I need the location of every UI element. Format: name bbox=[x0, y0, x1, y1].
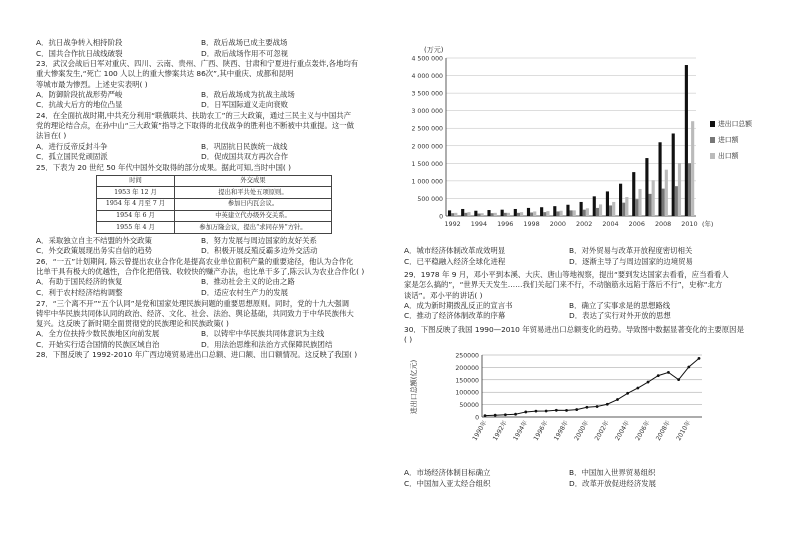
bar-出口额 bbox=[507, 213, 510, 216]
q26-option-d[interactable]: D．适应农村生产力的发展 bbox=[201, 288, 288, 297]
q30-text-line: ( ) bbox=[404, 335, 413, 345]
q24-text-line: 党的理论结合点，在孙中山“三大政策”指导之下取得的北伐战争的胜利也不断被中共重提。这一做 bbox=[36, 121, 355, 131]
bar-出口额 bbox=[691, 121, 694, 216]
q29-option-row bbox=[404, 301, 776, 312]
q29-option-a[interactable]: A．成为新时期拨乱反正的宣言书 bbox=[404, 300, 513, 310]
bar-出口额 bbox=[652, 180, 655, 216]
x-tick-label: 2010 bbox=[681, 220, 698, 228]
q25-option-c[interactable]: C．外交政策展现出务实自信的趋势 bbox=[36, 246, 153, 256]
q28-option-row bbox=[404, 246, 776, 257]
bar-进口额 bbox=[596, 208, 599, 216]
table-cell: 提出和平共处五项原则。 bbox=[175, 187, 332, 199]
y-axis-unit: (万元) bbox=[424, 46, 444, 54]
q30-option-b[interactable]: B．中国加入世界贸易组织 bbox=[569, 468, 656, 478]
bar-进口额 bbox=[609, 205, 612, 216]
q24-option-d[interactable]: D．促成国共双方再次合作 bbox=[201, 152, 288, 162]
bar-进出口总额 bbox=[487, 210, 490, 216]
x-tick-group bbox=[552, 419, 570, 442]
bar-出口额 bbox=[481, 213, 484, 216]
data-point bbox=[636, 387, 639, 390]
y-tick-label: 4 000 000 bbox=[411, 73, 443, 81]
bar-进口额 bbox=[662, 189, 665, 216]
q30-text-line: 30．下图反映了我国 1990—2010 年贸易进出口总额变化的趋势。导致图中数据显著变化的主要原因是 bbox=[404, 324, 744, 334]
data-point bbox=[524, 411, 527, 414]
q30-option-a[interactable]: A．市场经济体制目标确立 bbox=[404, 468, 491, 478]
x-tick-label: 2002 bbox=[576, 220, 593, 228]
bar-出口额 bbox=[454, 213, 457, 216]
x-tick-label: 1998年 bbox=[552, 419, 570, 443]
data-point bbox=[504, 414, 507, 417]
x-tick-label: 1992年 bbox=[491, 419, 509, 443]
y-tick-label: 3 000 000 bbox=[411, 108, 443, 116]
q25-option-b[interactable]: B．努力发展与周边国家的友好关系 bbox=[201, 235, 317, 245]
bar-进口额 bbox=[530, 212, 533, 216]
bar-进口额 bbox=[504, 213, 507, 216]
q28-option-d[interactable]: D．逐渐主导了与周边国家的边境贸易 bbox=[569, 256, 693, 266]
question-28 bbox=[36, 350, 398, 360]
data-point bbox=[535, 410, 538, 413]
x-tick-group bbox=[593, 419, 611, 442]
q25-option-a[interactable]: A．采取独立自主不结盟的外交政策 bbox=[36, 235, 152, 245]
q24-option-b[interactable]: B．巩固抗日民族统一战线 bbox=[201, 141, 288, 151]
bar-出口额 bbox=[533, 211, 536, 216]
table-row bbox=[97, 187, 332, 199]
y-tick-label: 50000 bbox=[459, 402, 479, 410]
x-tick-group bbox=[634, 419, 652, 442]
bar-进出口总额 bbox=[645, 158, 648, 216]
x-tick-group bbox=[674, 419, 692, 442]
q24-option-c[interactable]: C．孤立国民党顽固派 bbox=[36, 152, 108, 162]
y-tick-label: 500 000 bbox=[417, 195, 443, 203]
x-tick-label: 1996年 bbox=[532, 419, 550, 443]
data-point bbox=[545, 410, 548, 413]
question-27 bbox=[36, 299, 398, 351]
bar-进出口总额 bbox=[580, 202, 583, 216]
q22-option-b[interactable]: B．敌后战场已成主要战场 bbox=[201, 38, 288, 47]
bar-进口额 bbox=[688, 163, 691, 216]
bar-出口额 bbox=[586, 208, 589, 216]
x-tick-label: 2004年 bbox=[614, 419, 632, 443]
y-tick-label: 0 bbox=[439, 213, 443, 221]
bar-进出口总额 bbox=[593, 196, 596, 216]
q29-option-row bbox=[404, 311, 776, 322]
y-tick-label: 0 bbox=[475, 414, 479, 422]
left-column bbox=[36, 38, 398, 361]
bar-进出口总额 bbox=[606, 191, 609, 216]
bar-进出口总额 bbox=[685, 65, 688, 216]
q27-option-b[interactable]: B．以铸牢中华民族共同体意识为主线 bbox=[201, 329, 325, 339]
q29-text-line: 谈话”。邓小平的讲话( ) bbox=[404, 290, 483, 300]
x-tick-group bbox=[654, 419, 672, 442]
question-25 bbox=[36, 163, 398, 257]
q24-text-line: 法旨在( ) bbox=[36, 131, 67, 141]
question-23 bbox=[36, 59, 398, 111]
q22-option-row bbox=[36, 38, 398, 49]
data-point bbox=[484, 415, 487, 418]
bar-进出口总额 bbox=[659, 142, 662, 216]
q23-option-c[interactable]: C．抗战大后方的地位凸显 bbox=[36, 100, 123, 110]
bar-进口额 bbox=[635, 199, 638, 216]
bar-出口额 bbox=[612, 202, 615, 216]
q22-option-row bbox=[36, 49, 398, 60]
q27-option-row bbox=[36, 329, 398, 340]
data-point bbox=[647, 381, 650, 384]
x-tick-group bbox=[511, 419, 529, 442]
q26-option-row bbox=[36, 277, 398, 288]
y-tick-label: 200000 bbox=[455, 365, 479, 373]
y-tick-label: 150000 bbox=[455, 377, 479, 385]
table-header-cell: 外交成果 bbox=[175, 175, 332, 187]
q23-text-line: 23．武汉会战后日军对重庆、四川、云南、贵州、广西、陕西、甘肃和宁夏进行重点轰炸,各地均有 bbox=[36, 59, 359, 69]
table-cell: 1954 年 4 月至 7 月 bbox=[97, 199, 175, 211]
q28-option-row bbox=[404, 257, 776, 268]
bar-出口额 bbox=[520, 212, 523, 216]
y-tick-label: 1 500 000 bbox=[411, 160, 443, 168]
data-point bbox=[616, 398, 619, 401]
trade-total-line bbox=[485, 359, 699, 416]
q27-text-line: 铸牢中华民族共同体认同的政治、经济、文化、社会、法治、舆论基础，共同致力于中华民族伟大 bbox=[36, 308, 354, 318]
x-tick-label: 1994 bbox=[470, 220, 488, 228]
q26-option-row bbox=[36, 288, 398, 299]
q24-text-line: 24．在全面抗战时期,中共充分利用“联俄联共、扶助农工”的三大政策，通过三民主义与中国共产 bbox=[36, 110, 352, 120]
q30-option-row bbox=[404, 479, 776, 490]
bar-进出口总额 bbox=[566, 205, 569, 216]
y-tick-label: 2 000 000 bbox=[411, 143, 443, 151]
data-point bbox=[565, 409, 568, 412]
question-30-options bbox=[404, 468, 776, 489]
q23-option-row bbox=[36, 90, 398, 101]
x-tick-group bbox=[572, 419, 590, 442]
q29-option-c[interactable]: C．推动了经济体制改革的序幕 bbox=[404, 311, 506, 321]
q23-option-row bbox=[36, 100, 398, 111]
y-tick-label: 250000 bbox=[455, 352, 479, 360]
bar-进出口总额 bbox=[619, 184, 622, 216]
diplomacy-table bbox=[96, 175, 332, 234]
bar-进出口总额 bbox=[448, 210, 451, 216]
q22-options bbox=[36, 38, 398, 59]
q29-text-line: 29．1978 年 9 月，邓小平到本溪、大庆、唐山等地视察，提出“要到发达国家去看看，应当看看人 bbox=[404, 270, 729, 280]
bar-进出口总额 bbox=[501, 210, 504, 216]
bar-进出口总额 bbox=[527, 208, 530, 216]
y-axis-title-group bbox=[409, 360, 418, 415]
legend-swatch bbox=[710, 153, 715, 159]
legend-swatch bbox=[710, 137, 715, 143]
question-28-options bbox=[404, 246, 776, 267]
guangxi-trade-bar-chart bbox=[404, 40, 776, 240]
right-column bbox=[404, 40, 776, 490]
x-tick-label: 1992 bbox=[444, 220, 461, 228]
x-tick-label: 1996 bbox=[497, 220, 514, 228]
legend-label: 出口额 bbox=[718, 152, 739, 160]
bar-进出口总额 bbox=[461, 209, 464, 216]
y-tick-label: 1 000 000 bbox=[411, 178, 443, 186]
bar-进口额 bbox=[622, 203, 625, 216]
x-tick-label: 1994年 bbox=[512, 419, 530, 443]
q26-text-line: 比单干具有极大的优越性，合作化把借钱、收较快的赚产办法，也比单干多了,陈云认为农业合作化( ) bbox=[36, 267, 365, 277]
q25-option-d[interactable]: D．积极开展反殖反霸多边外交活动 bbox=[201, 246, 318, 256]
q25-option-row bbox=[36, 236, 398, 247]
y-axis-title: 进出口总额(亿元) bbox=[410, 360, 418, 415]
question-29 bbox=[404, 270, 776, 322]
q25-text-line: 25．下表为 20 世纪 50 年代中国外交取得的部分成果。据此可知,当时中国( ) bbox=[36, 162, 292, 172]
q30-option-row bbox=[404, 468, 776, 479]
bar-进口额 bbox=[451, 213, 454, 216]
legend-swatch bbox=[710, 121, 715, 127]
data-point bbox=[698, 357, 701, 360]
legend-label: 进出口总额 bbox=[718, 120, 752, 128]
q27-text-line: 27．“三个离不开”“五个认同”是党和国家处理民族问题的重要思想原则。同时，党的十九大强调 bbox=[36, 298, 349, 308]
q24-option-row bbox=[36, 142, 398, 153]
table-cell: 参加日内瓦会议。 bbox=[175, 199, 332, 211]
data-point bbox=[667, 371, 670, 374]
q28-text-line: 28．下图反映了 1992-2010 年广西边境贸易进出口总额、进口额、出口额情况。这反映了我国( ) bbox=[36, 350, 358, 360]
data-point bbox=[555, 409, 558, 412]
y-tick-label: 3 500 000 bbox=[411, 90, 443, 98]
bar-出口额 bbox=[665, 170, 668, 216]
bar-进口额 bbox=[491, 213, 494, 216]
q24-option-a[interactable]: A．进行反帝反封斗争 bbox=[36, 141, 108, 151]
x-tick-label: 1998 bbox=[523, 220, 540, 228]
x-tick-group bbox=[491, 419, 509, 442]
q22-option-d[interactable]: D．敌后战场作用不可忽视 bbox=[201, 48, 288, 58]
x-tick-group bbox=[613, 419, 631, 442]
data-point bbox=[596, 405, 599, 408]
data-point bbox=[586, 406, 589, 409]
question-24 bbox=[36, 111, 398, 163]
bar-进口额 bbox=[648, 194, 651, 216]
x-tick-label: 2004 bbox=[602, 220, 619, 228]
x-tick-group bbox=[532, 419, 550, 442]
bar-进口额 bbox=[543, 212, 546, 216]
q27-option-d[interactable]: D．用法治思维和法治方式保障民族团结 bbox=[201, 339, 333, 349]
q28-option-a[interactable]: A．城市经济体制改革成效明显 bbox=[404, 246, 506, 255]
q30-option-d[interactable]: D．改革开放促进经济发展 bbox=[569, 478, 656, 488]
question-26 bbox=[36, 257, 398, 299]
bar-出口额 bbox=[546, 211, 549, 216]
table-header-row bbox=[97, 175, 332, 187]
x-tick-group bbox=[471, 419, 489, 442]
data-point bbox=[575, 408, 578, 411]
data-point bbox=[687, 366, 690, 369]
q29-option-d[interactable]: D．表达了实行对外开放的思想 bbox=[569, 311, 671, 321]
x-tick-label: 2000 bbox=[549, 220, 566, 228]
x-tick-label: 2000年 bbox=[573, 419, 591, 443]
bar-进口额 bbox=[570, 210, 573, 216]
bar-出口额 bbox=[560, 211, 563, 216]
q27-option-c[interactable]: C．开始实行适合国情的民族区域自治 bbox=[36, 339, 160, 349]
data-point bbox=[657, 375, 660, 378]
y-tick-label: 4 500 000 bbox=[411, 55, 443, 63]
bar-出口额 bbox=[625, 197, 628, 216]
q28-option-c[interactable]: C．已平稳融入经济全球化进程 bbox=[404, 256, 506, 266]
x-tick-label: 2002年 bbox=[593, 419, 611, 443]
table-row bbox=[97, 199, 332, 211]
bar-进口额 bbox=[517, 213, 520, 216]
q23-option-b[interactable]: B．敌后战场成为抗战主战场 bbox=[201, 89, 295, 99]
q25-option-row bbox=[36, 246, 398, 257]
table-row bbox=[97, 210, 332, 222]
x-axis-unit: (年) bbox=[702, 220, 714, 228]
table-cell: 1955 年 4 月 bbox=[97, 222, 175, 234]
bar-进出口总额 bbox=[540, 207, 543, 216]
y-tick-label: 100000 bbox=[455, 390, 479, 398]
y-tick-label: 2 500 000 bbox=[411, 125, 443, 133]
x-tick-label: 2006 bbox=[628, 220, 645, 228]
china-trade-line-chart bbox=[404, 347, 776, 463]
bar-进出口总额 bbox=[632, 172, 635, 216]
question-30 bbox=[404, 325, 776, 345]
bar-进口额 bbox=[477, 214, 480, 216]
data-point bbox=[677, 379, 680, 382]
bar-出口额 bbox=[599, 204, 602, 216]
q24-option-row bbox=[36, 152, 398, 163]
data-point bbox=[626, 392, 629, 395]
table-cell: 1954 年 6 月 bbox=[97, 210, 175, 222]
bar-出口额 bbox=[467, 212, 470, 216]
q27-option-row bbox=[36, 340, 398, 351]
q27-option-a[interactable]: A．全方位扶持少数民族地区向前发展 bbox=[36, 329, 160, 339]
q26-option-a[interactable]: A．有助于国民经济的恢复 bbox=[36, 277, 123, 287]
data-point bbox=[606, 403, 609, 406]
bar-进出口总额 bbox=[474, 211, 477, 216]
data-point bbox=[514, 413, 517, 416]
table-cell: 1953 年 12 月 bbox=[97, 187, 175, 199]
bar-进口额 bbox=[675, 186, 678, 216]
q26-option-c[interactable]: C．利于农村经济结构调整 bbox=[36, 288, 123, 297]
x-tick-label: 2008年 bbox=[654, 419, 672, 443]
q26-text-line: 26．“一五”计划期间, 陈云曾提出农业合作化是提高农业单位面积产量的重要途径，他认为合作化 bbox=[36, 257, 354, 267]
bar-进出口总额 bbox=[514, 209, 517, 216]
q23-text-line: 重大惨案发生,“死亡 100 人以上的重大惨案共达 86次”,其中重庆、成都和昆明 bbox=[36, 69, 294, 79]
q23-option-d[interactable]: D．日军国际道义走向衰败 bbox=[201, 100, 288, 110]
x-tick-label: 2006年 bbox=[634, 419, 652, 443]
data-point bbox=[494, 414, 497, 417]
legend-label: 进口额 bbox=[718, 136, 739, 144]
x-tick-label: 1990年 bbox=[471, 419, 489, 443]
table-cell: 中英建立代办级外交关系。 bbox=[175, 210, 332, 222]
q29-text-line: 家是怎么搞的”，“世界天天发生……我们关起门来不行，不动脑筋永远陷于落后不行”，史称“北方 bbox=[404, 280, 723, 290]
q29-option-b[interactable]: B．确立了实事求是的思想路线 bbox=[569, 300, 671, 310]
bar-进出口总额 bbox=[672, 133, 675, 216]
bar-进口额 bbox=[556, 211, 559, 216]
q26-option-b[interactable]: B．推动社会主义的论由之路 bbox=[201, 277, 295, 287]
x-tick-label: 2010年 bbox=[675, 419, 693, 443]
bar-出口额 bbox=[494, 213, 497, 216]
table-cell: 参加万隆会议，提出“求同存异”方针。 bbox=[175, 222, 332, 234]
bar-出口额 bbox=[678, 163, 681, 216]
q30-option-c[interactable]: C．中国加入亚太经合组织 bbox=[404, 478, 491, 488]
bar-进口额 bbox=[583, 210, 586, 216]
q28-option-b[interactable]: B．对外贸易与改革开放程度密切相关 bbox=[569, 246, 693, 255]
q27-text-line: 复兴。这反映了新时期全面贯彻党的民族理论和民族政策( ) bbox=[36, 318, 229, 328]
q23-text-line: 等城市最为惨烈。上述史实表明( ) bbox=[36, 79, 148, 89]
table-row bbox=[97, 222, 332, 234]
x-tick-label: 2008 bbox=[654, 220, 672, 228]
bar-进口额 bbox=[464, 213, 467, 216]
bar-出口额 bbox=[638, 189, 641, 216]
table-header-cell: 时间 bbox=[97, 175, 175, 187]
bar-出口额 bbox=[573, 210, 576, 216]
q22-option-c[interactable]: C．国共合作抗日战线破裂 bbox=[36, 48, 123, 58]
q22-option-a[interactable]: A．抗日战争转入相持阶段 bbox=[36, 38, 123, 47]
bar-进出口总额 bbox=[553, 206, 556, 216]
q23-option-a[interactable]: A．防御阶段抗战形势严峻 bbox=[36, 89, 123, 99]
